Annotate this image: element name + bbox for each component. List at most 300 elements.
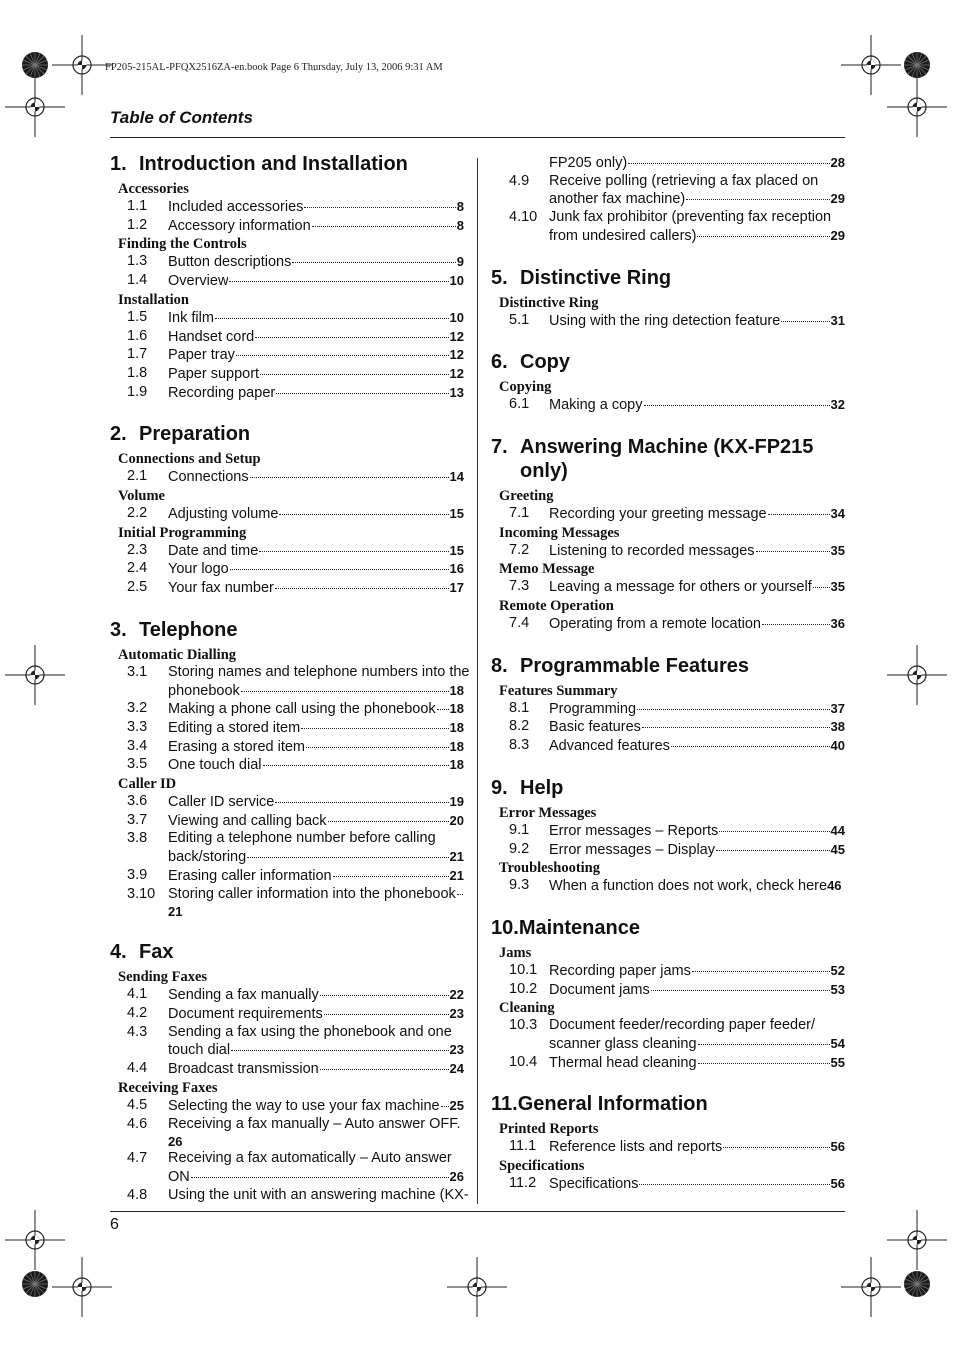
entry-label: Recording paper [168,384,276,401]
entry-label: Storing caller information into the phonebook [168,885,456,902]
entry-number: 8.2 [509,718,530,735]
entry-number: 3.1 [127,663,148,680]
entry-number: 1.7 [127,346,148,363]
entry-number: 10.1 [509,961,538,978]
entry-number: 4.8 [127,1186,148,1203]
toc-entry[interactable] [110,1116,464,1151]
toc-entry[interactable] [110,663,470,700]
chapter-title: Introduction and Installation [139,153,408,175]
toc-entry[interactable] [110,830,464,866]
dot-leader [642,727,830,728]
entry-label: back/storing [168,849,247,866]
entry-number: 3.3 [127,718,148,735]
crosshair-right-upper [887,77,947,137]
dot-leader [651,990,830,991]
toc-entry[interactable] [110,756,464,775]
entry-number: 1.4 [127,272,148,289]
entry-page: 12 [449,347,464,363]
dot-leader [247,857,448,858]
dot-leader [723,1147,829,1148]
entry-label: touch dial [168,1042,231,1059]
toc-entry[interactable] [110,700,464,719]
dot-leader [229,281,448,282]
section-group-heading: Remote Operation [499,598,614,615]
chapter-number: 8. [491,654,508,677]
entry-page: 19 [449,794,464,810]
section-group-heading: Installation [118,291,189,308]
dot-leader [263,765,449,766]
section-group-heading: Receiving Faxes [118,1079,218,1096]
dot-leader [644,405,830,406]
entry-label-line: Document feeder/recording paper feeder/ [549,1017,815,1034]
entry-page: 26 [449,1168,464,1184]
entry-number: 6.1 [509,396,530,413]
toc-entry[interactable] [491,1017,845,1053]
entry-label-line: Editing a telephone number before calling [168,830,436,847]
entry-label: Date and time [168,542,259,559]
entry-label: ON [168,1168,190,1185]
dot-leader [276,393,448,394]
entry-label: Basic features [549,719,641,736]
dot-leader [333,876,449,877]
chapter-heading[interactable] [491,654,845,678]
dot-leader [768,514,830,515]
toc-entry[interactable] [491,718,845,737]
entry-number: 4.2 [127,1004,148,1021]
entry-page: 20 [449,812,464,828]
toc-entry[interactable] [110,365,464,384]
entry-number: 3.2 [127,700,148,717]
dot-leader [259,551,448,552]
entry-label: Leaving a message for others or yourself [549,579,812,596]
dot-leader [697,236,829,237]
chapter-title: Maintenance [518,916,640,939]
section-group-heading: Error Messages [499,804,597,821]
chapter-number: 10. [491,916,519,939]
entry-label-line: Junk fax prohibitor (preventing fax reception [549,209,832,226]
dot-leader [671,746,830,747]
entry-page: 53 [830,981,845,997]
toc-entry[interactable] [110,738,464,757]
chapter-number: 11. [491,1093,518,1116]
density-mark-top-left [22,52,48,78]
entry-page: 16 [449,561,464,577]
entry-label: phonebook [168,682,240,699]
toc-entry[interactable] [110,198,464,217]
entry-page: 15 [449,542,464,558]
chapter-heading[interactable] [491,266,845,290]
entry-number: 7.1 [509,504,530,521]
dot-leader [230,569,449,570]
chapter-heading[interactable] [110,422,464,446]
dot-leader [191,1177,449,1178]
entry-label: Document jams [549,981,650,998]
entry-page: 14 [449,469,464,485]
entry-label: Included accessories [168,199,304,215]
entry-number: 1.9 [127,383,148,400]
crosshair-bottom-center [447,1257,507,1317]
toc-entry[interactable] [110,542,464,561]
chapter-title: Copy [520,351,570,374]
crosshair-left-upper [5,77,65,137]
toc-entry[interactable] [110,867,464,886]
chapter-number: 9. [491,776,508,799]
section-group-heading: Specifications [499,1158,585,1175]
dot-leader [813,587,830,588]
density-mark-top-right [904,52,930,78]
chapter-number: 3. [110,618,127,641]
entry-label: Overview [168,273,229,290]
section-group-heading: Memo Message [499,561,595,578]
entry-page: 46 [827,878,842,894]
toc-entry[interactable] [110,1005,464,1024]
toc-entry[interactable] [491,1175,845,1194]
toc-entry[interactable] [110,793,464,812]
entry-number: 4.3 [127,1023,148,1040]
toc-left-column [110,152,470,1204]
toc-entry[interactable] [491,877,845,896]
entry-label: Thermal head cleaning [549,1054,697,1071]
entry-number: 3.5 [127,756,148,773]
entry-number: 4.5 [127,1096,148,1113]
section-group-heading: Printed Reports [499,1121,599,1138]
dot-leader [756,551,830,552]
entry-label: scanner glass cleaning [549,1036,697,1053]
entry-page: 38 [830,719,845,735]
entry-number: 9.1 [509,821,530,838]
entry-page: 15 [449,506,464,522]
entry-page: 21 [449,849,464,865]
entry-page: 8 [456,217,464,233]
dot-leader [437,709,449,710]
toc-entry[interactable] [491,209,845,245]
entry-number: 3.6 [127,793,148,810]
dot-leader [762,624,830,625]
toc-entry[interactable] [110,812,464,831]
entry-page: 18 [449,682,464,698]
chapter-title: Preparation [139,423,251,446]
dot-leader [637,709,830,710]
crosshair-right-middle [887,645,947,705]
entry-number: 7.3 [509,578,530,595]
entry-number: 1.3 [127,253,148,270]
dot-leader [639,1184,829,1185]
toc-entry[interactable] [491,542,845,561]
entry-label: Caller ID service [168,794,275,811]
entry-label: Advanced features [549,738,670,755]
header-rule [110,137,845,138]
entry-label: Erasing caller information [168,867,332,884]
entry-label: Your logo [168,561,229,578]
toc-entry[interactable] [110,579,464,598]
entry-page: 22 [449,987,464,1003]
chapter-number: 1. [110,153,127,175]
density-mark-bottom-right [904,1271,930,1297]
entry-page: 9 [456,254,464,270]
toc-entry[interactable] [491,841,845,860]
chapter-heading[interactable] [491,1092,845,1116]
dot-leader [320,1069,449,1070]
dot-leader [255,337,448,338]
chapter-title: Fax [139,941,174,964]
toc-right-column [491,154,845,1194]
entry-page: 34 [830,505,845,521]
section-group-heading: Jams [499,944,532,961]
entry-label: Selecting the way to use your fax machine [168,1097,440,1114]
entry-label: Sending a fax manually [168,987,319,1004]
toc-entry[interactable] [110,505,464,524]
chapter-title: Answering Machine (KX-FP215 only) [520,435,814,482]
entry-label: Ink film [168,309,214,326]
toc-entry[interactable] [110,346,464,365]
entry-label-line: Using the unit with an answering machine (KX- [168,1186,469,1203]
entry-number: 4.6 [127,1115,148,1132]
entry-number: 5.1 [509,311,530,328]
chapter-number: 5. [491,266,508,289]
entry-number: 4.1 [127,986,148,1003]
dot-leader [279,514,448,515]
entry-number: 8.3 [509,737,530,754]
entry-page: 45 [830,841,845,857]
section-group-heading: Caller ID [118,776,177,793]
entry-number: 3.10 [127,885,156,902]
dot-leader [457,894,463,895]
toc-entry[interactable] [491,962,845,981]
dot-leader [698,1044,830,1045]
dot-leader [692,971,830,972]
section-group-heading: Features Summary [499,682,618,699]
entry-number: 4.7 [127,1150,148,1167]
toc-entry[interactable] [110,719,464,738]
entry-label: Viewing and calling back [168,812,327,829]
toc-entry[interactable] [491,396,845,415]
dot-leader [275,588,449,589]
toc-entry[interactable] [110,309,464,328]
section-group-heading: Finding the Controls [118,236,247,253]
entry-page: 56 [830,1139,845,1155]
entry-number: 10.4 [509,1053,538,1070]
chapter-heading[interactable] [491,916,845,940]
chapter-number: 7. [491,435,508,458]
section-group-heading: Connections and Setup [118,451,261,468]
toc-entry[interactable] [491,981,845,1000]
entry-number: 1.6 [127,327,148,344]
entry-page: 28 [830,155,845,170]
entry-page: 35 [830,542,845,558]
entry-number: 8.1 [509,699,530,716]
toc-entry[interactable] [110,1060,464,1079]
toc-entry[interactable] [110,560,464,579]
page-number: 6 [110,1216,119,1233]
dot-leader [781,321,829,322]
entry-number: 3.7 [127,811,148,828]
section-group-heading: Greeting [499,487,554,504]
chapter-number: 4. [110,941,127,964]
toc-entry[interactable] [110,1186,469,1205]
dot-leader [324,1014,449,1015]
toc-entry[interactable] [110,384,464,403]
entry-number: 1.1 [127,198,148,214]
entry-label: Editing a stored item [168,719,301,736]
toc-entry[interactable] [110,272,464,291]
chapter-heading[interactable] [491,776,845,800]
entry-label: FP205 only) [549,155,628,171]
entry-page: 21 [449,867,464,883]
toc-entry[interactable] [110,1150,464,1186]
entry-page: 52 [830,962,845,978]
section-group-heading: Copying [499,379,552,396]
entry-page: 10 [449,309,464,325]
toc-entry[interactable] [110,886,464,921]
chapter-heading[interactable] [110,152,464,176]
entry-label: Broadcast transmission [168,1061,319,1078]
toc-entry[interactable] [110,217,464,236]
toc-entry[interactable] [110,253,464,272]
entry-number: 11.1 [509,1138,537,1155]
entry-page: 25 [449,1097,464,1113]
chapter-title: Help [520,776,564,799]
entry-number: 2.4 [127,560,148,577]
section-group-heading: Volume [118,488,165,505]
entry-number: 9.2 [509,840,530,857]
dot-leader [306,747,449,748]
entry-label: Recording paper jams [549,962,691,979]
density-mark-bottom-left [22,1271,48,1297]
entry-label: Reference lists and reports [549,1139,723,1156]
chapter-heading[interactable] [491,435,845,483]
toc-entry[interactable] [110,328,464,347]
chapter-heading[interactable] [110,618,464,642]
chapter-title: Distinctive Ring [520,266,672,289]
entry-page: 23 [449,1042,464,1058]
dot-leader [698,1063,830,1064]
entry-label: Accessory information [168,217,311,234]
dot-leader [716,850,830,851]
section-group-heading: Initial Programming [118,524,247,541]
dot-leader [301,728,448,729]
entry-label: another fax machine) [549,191,686,208]
entry-label-line: Receiving a fax automatically – Auto answer [168,1150,452,1167]
toc-entry[interactable] [110,1097,464,1116]
entry-number: 3.8 [127,830,148,847]
toc-entry[interactable] [491,578,845,597]
entry-number: 2.2 [127,505,148,522]
entry-label: Receiving a fax manually – Auto answer OFF. [168,1115,461,1132]
entry-label: One touch dial [168,757,262,774]
entry-label-line: Sending a fax using the phonebook and one [168,1023,452,1040]
entry-label: from undesired callers) [549,227,697,244]
toc-entry[interactable] [110,468,464,487]
dot-leader [250,477,449,478]
entry-page: 23 [449,1005,464,1021]
entry-page: 35 [830,579,845,595]
entry-page: 8 [456,199,464,214]
entry-page: 13 [449,384,464,400]
toc-entry[interactable] [491,737,845,756]
section-group-heading: Troubleshooting [499,860,600,877]
entry-number: 3.9 [127,866,148,883]
crosshair-right-lower [887,1210,947,1270]
entry-page: 10 [449,273,464,289]
dot-leader [328,821,449,822]
dot-leader [292,262,455,263]
toc-entry[interactable] [491,312,845,331]
entry-label: Error messages – Display [549,841,715,858]
toc-entry[interactable] [491,1054,845,1073]
entry-page: 32 [830,397,845,413]
entry-number: 2.5 [127,579,148,596]
entry-label: Specifications [549,1176,639,1193]
entry-label: Listening to recorded messages [549,542,755,559]
section-group-heading: Accessories [118,181,189,197]
entry-page: 21 [168,904,183,920]
entry-label: When a function does not work, check here [549,878,828,895]
entry-page: 40 [830,738,845,754]
entry-label: Paper support [168,365,260,382]
entry-label: Using with the ring detection feature [549,312,781,329]
dot-leader [628,163,829,164]
crosshair-top-right [841,35,901,95]
entry-number: 2.1 [127,468,148,485]
entry-label: Error messages – Reports [549,822,719,839]
toc-entry[interactable] [491,615,845,634]
crosshair-bottom-left [52,1257,112,1317]
book-file-header: FP205-215AL-PFQX2516ZA-en.book Page 6 Thursday, July 13, 2006 9:31 AM [105,62,443,73]
section-group-heading: Cleaning [499,1000,555,1017]
entry-label: Programming [549,700,637,717]
entry-label: Erasing a stored item [168,738,306,755]
chapter-number: 6. [491,351,508,374]
toc-entry[interactable] [491,505,845,524]
toc-entry[interactable] [491,822,845,841]
dot-leader [719,831,829,832]
entry-number: 4.10 [509,209,538,226]
dot-leader [236,355,449,356]
entry-page: 12 [449,328,464,344]
entry-page: 36 [830,616,845,632]
crosshair-left-lower [5,1210,65,1270]
entry-number: 9.3 [509,877,530,894]
dot-leader [241,691,449,692]
entry-page: 29 [830,191,845,207]
toc-entry[interactable] [110,986,464,1005]
entry-number: 7.4 [509,615,530,632]
dot-leader [231,1050,448,1051]
toc-entry[interactable] [491,173,845,209]
entry-page: 17 [449,580,464,596]
entry-page: 24 [449,1061,464,1077]
entry-page: 12 [449,365,464,381]
dot-leader [304,207,455,208]
toc-entry[interactable] [491,1138,845,1157]
toc-entry[interactable] [110,1024,464,1060]
entry-label-line: Receive polling (retrieving a fax placed on [549,172,819,189]
entry-label: Handset cord [168,328,255,345]
dot-leader [215,318,449,319]
entry-page: 56 [830,1176,845,1192]
footer-rule [110,1211,845,1212]
entry-number: 1.5 [127,308,148,325]
chapter-heading[interactable] [491,350,845,374]
chapter-heading[interactable] [110,940,464,964]
toc-entry[interactable] [491,700,845,719]
entry-page: 18 [449,738,464,754]
dot-leader [260,374,448,375]
toc-entry-continued[interactable] [491,154,845,173]
crosshair-bottom-right [841,1257,901,1317]
dot-leader [275,802,448,803]
entry-page: 18 [449,757,464,773]
